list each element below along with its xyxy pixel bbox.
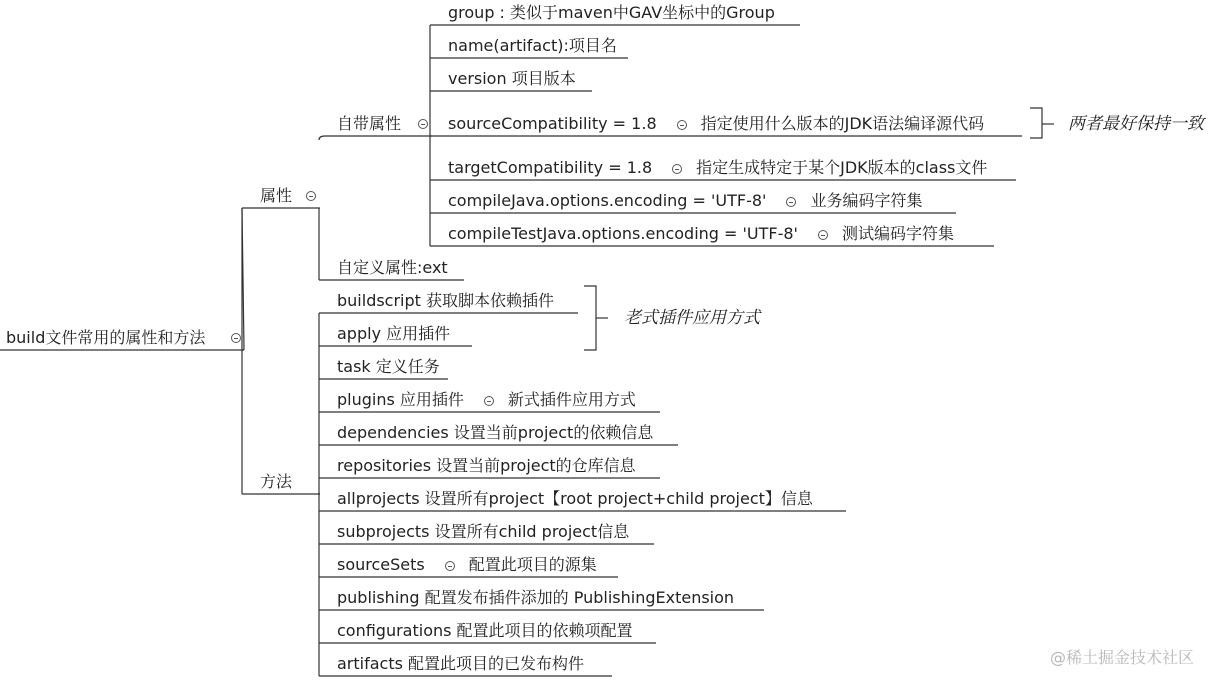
builtin-item-4-label: targetCompatibility = 1.8 <box>448 158 653 177</box>
root-collapse-icon[interactable] <box>231 333 241 343</box>
builtin-item-6[interactable] <box>448 224 954 244</box>
note-marker-icon <box>672 164 682 174</box>
note-marker-icon <box>677 120 687 130</box>
method-item-10-label: configurations 配置此项目的依赖项配置 <box>337 621 633 640</box>
custom-node[interactable] <box>337 258 448 278</box>
builtin-collapse-icon[interactable] <box>418 119 428 129</box>
methods-node-label: 方法 <box>260 472 293 491</box>
method-item-1[interactable] <box>337 324 450 344</box>
method-item-0-label: buildscript 获取脚本依赖插件 <box>337 291 555 310</box>
method-item-7[interactable] <box>337 522 629 542</box>
builtin-item-5-label: compileJava.options.encoding = 'UTF-8' <box>448 191 767 210</box>
method-item-5-label: repositories 设置当前project的仓库信息 <box>337 456 636 475</box>
method-item-3[interactable] <box>337 390 636 410</box>
root-node[interactable] <box>6 328 205 348</box>
method-item-9-label: publishing 配置发布插件添加的 PublishingExtension <box>337 588 735 607</box>
builtin-item-4[interactable] <box>448 158 987 178</box>
builtin-item-2-label: version 项目版本 <box>448 69 576 88</box>
method-item-8-label: sourceSets <box>337 555 425 574</box>
method-item-2[interactable] <box>337 357 440 377</box>
method-item-0[interactable] <box>337 291 554 311</box>
builtin-item-3[interactable] <box>448 114 984 134</box>
method-item-11-label: artifacts 配置此项目的已发布构件 <box>337 654 585 673</box>
properties-node[interactable] <box>260 186 292 206</box>
custom-node-label: 自定义属性:ext <box>337 258 448 277</box>
method-item-9[interactable] <box>337 588 734 608</box>
builtin-item-4-note: 指定生成特定于某个JDK版本的class文件 <box>696 158 988 177</box>
method-item-11[interactable] <box>337 654 584 674</box>
method-item-6-label: allprojects 设置所有project【root project+child project】信息 <box>337 489 813 508</box>
plugin-note: 老式插件应用方式 <box>624 308 760 328</box>
note-marker-icon <box>786 197 796 207</box>
method-item-3-label: plugins 应用插件 <box>337 390 464 409</box>
note-marker-icon <box>484 396 494 406</box>
watermark: @稀土掘金技术社区 <box>1049 648 1194 667</box>
methods-node[interactable] <box>260 472 292 492</box>
builtin-item-2[interactable] <box>448 69 576 89</box>
properties-collapse-icon[interactable] <box>306 191 316 201</box>
properties-node-label: 属性 <box>260 186 293 205</box>
builtin-item-0-label: group : 类似于maven中GAV坐标中的Group <box>448 3 775 22</box>
root-node-label: build文件常用的属性和方法 <box>6 328 206 347</box>
builtin-item-3-note: 指定使用什么版本的JDK语法编译源代码 <box>700 114 985 133</box>
builtin-item-1[interactable] <box>448 36 617 56</box>
method-item-1-label: apply 应用插件 <box>337 324 451 343</box>
compat-note: 两者最好保持一致 <box>1068 114 1204 134</box>
builtin-node[interactable] <box>337 114 401 134</box>
note-marker-icon <box>445 561 455 571</box>
method-item-2-label: task 定义任务 <box>337 357 440 376</box>
method-item-10[interactable] <box>337 621 633 641</box>
method-item-3-note: 新式插件应用方式 <box>507 390 636 409</box>
builtin-item-3-label: sourceCompatibility = 1.8 <box>448 114 657 133</box>
note-marker-icon <box>818 230 828 240</box>
method-item-7-label: subprojects 设置所有child project信息 <box>337 522 630 541</box>
builtin-item-6-note: 测试编码字符集 <box>841 224 954 243</box>
builtin-item-6-label: compileTestJava.options.encoding = 'UTF-8' <box>448 224 798 243</box>
builtin-item-1-label: name(artifact):项目名 <box>448 36 617 55</box>
builtin-item-5[interactable] <box>448 191 922 211</box>
method-item-4[interactable] <box>337 423 653 443</box>
builtin-item-0[interactable] <box>448 3 775 23</box>
method-item-5[interactable] <box>337 456 636 476</box>
method-item-8-note: 配置此项目的源集 <box>468 555 597 574</box>
method-item-6[interactable] <box>337 489 813 509</box>
builtin-node-label: 自带属性 <box>337 114 402 133</box>
builtin-item-5-note: 业务编码字符集 <box>810 191 923 210</box>
method-item-4-label: dependencies 设置当前project的依赖信息 <box>337 423 654 442</box>
method-item-8[interactable] <box>337 555 597 575</box>
compat-bracket <box>1030 108 1042 138</box>
plugin-bracket <box>584 286 596 350</box>
